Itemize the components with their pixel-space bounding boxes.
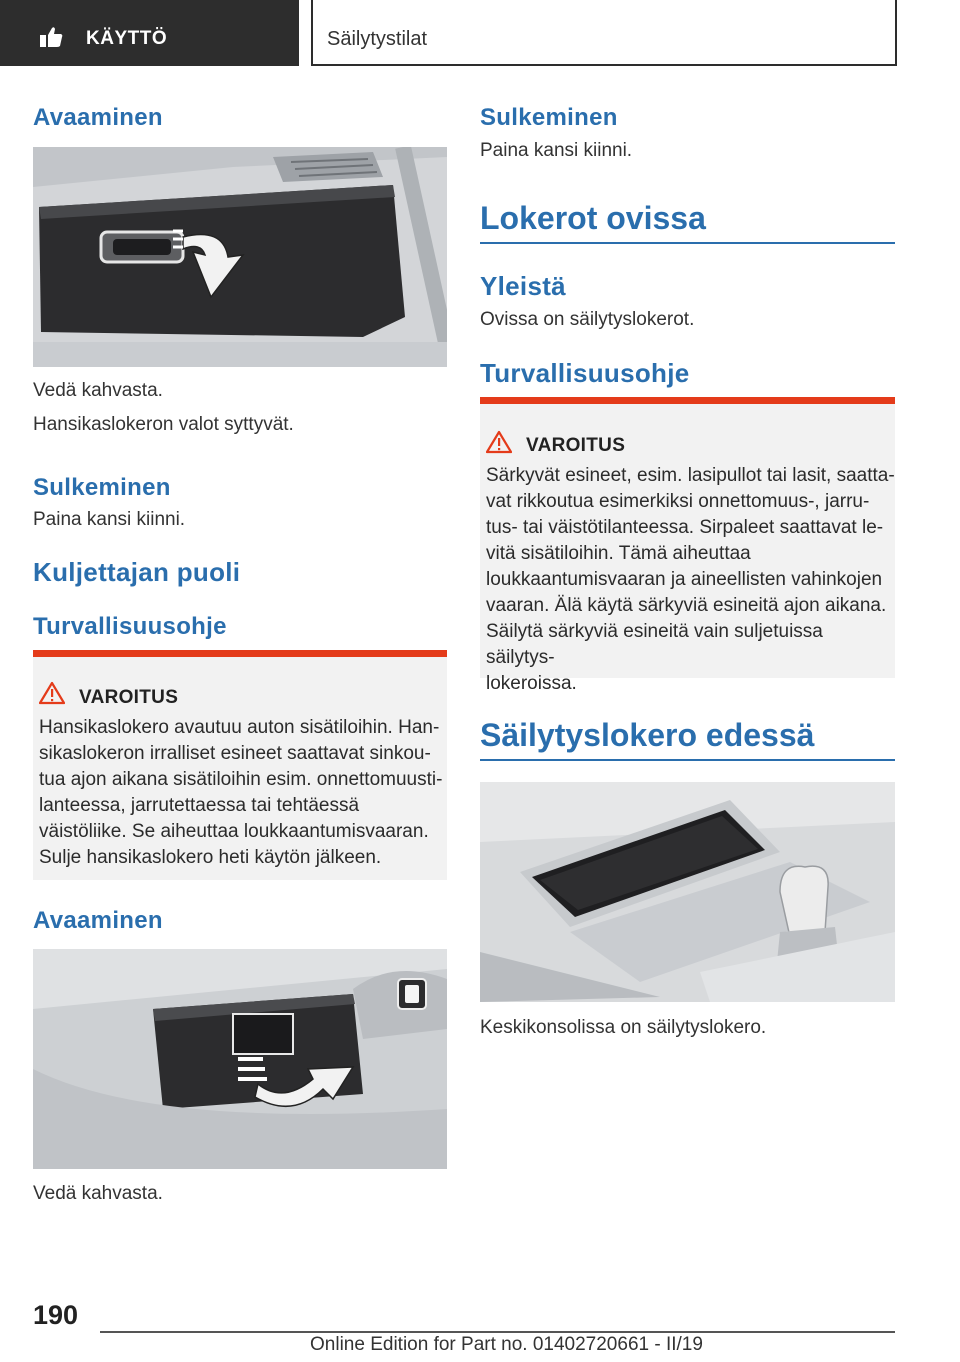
footer-rule — [100, 1331, 895, 1333]
heading-driver-side: Kuljettajan puoli — [33, 557, 241, 587]
footer-edition: Online Edition for Part no. 01402720661 - II/19 — [310, 1334, 703, 1355]
center-console-image — [480, 782, 895, 1002]
section-label: KÄYTTÖ — [86, 28, 168, 49]
warning-text-left — [39, 715, 442, 871]
chapter-title: Säilytystilat — [327, 28, 428, 50]
warning-line: lokeroissa. — [486, 673, 577, 694]
warning-line: tus- tai väistötilanteessa. Sirpaleet saattavat le- — [486, 517, 884, 538]
header-section-tab — [0, 0, 299, 66]
heading-front-storage: Säilytyslokero edessä — [480, 717, 815, 753]
warning-line: loukkaantumisvaaran ja aineellisten vahinkojen — [486, 569, 883, 590]
warning-box-right — [480, 397, 895, 694]
warning-line: vaaran. Älä käytä särkyviä esineitä ajon aikana. — [486, 595, 887, 616]
warning-triangle-icon — [486, 430, 512, 454]
closing-text-left: Paina kansi kiinni. — [33, 509, 186, 530]
heading-rule — [480, 759, 895, 761]
warning-line: Säilytä särkyviä esineitä vain suljetuissa säilytys- — [486, 621, 823, 668]
heading-closing-left: Sulkeminen — [33, 474, 171, 501]
caption-pull-handle-2: Vedä kahvasta. — [33, 1183, 163, 1204]
heading-general: Yleistä — [480, 271, 566, 301]
caption-lights-on: Hansikaslokeron valot syttyvät. — [33, 414, 294, 435]
warning-line: Sulje hansikaslokero heti käytön jälkeen. — [39, 847, 382, 868]
warning-line: vat rikkoutua esimerkiksi onnettomuus-, jarru- — [486, 491, 870, 512]
general-text: Ovissa on säilytyslokerot. — [480, 309, 695, 330]
warning-text-right — [486, 463, 895, 697]
warning-title-right: VAROITUS — [526, 435, 626, 456]
hand-pointer-icon — [38, 25, 64, 49]
heading-opening: Avaaminen — [33, 104, 163, 131]
warning-line: Hansikaslokero avautuu auton sisätiloihin. Han- — [39, 717, 440, 738]
warning-box-left — [33, 650, 447, 880]
warning-line: sikaslokeron irralliset esineet saattavat sinkou- — [39, 743, 431, 764]
warning-line: vitä sisätiloihin. Tämä aiheuttaa — [486, 543, 751, 564]
page-number: 190 — [33, 1300, 79, 1330]
heading-rule — [480, 242, 895, 244]
warning-line: Särkyvät esineet, esim. lasipullot tai lasit, saatta- — [486, 465, 895, 486]
driver-compartment-image — [33, 949, 447, 1169]
caption-pull-handle: Vedä kahvasta. — [33, 380, 163, 401]
warning-line: tua ajon aikana sisätiloihin esim. onnettomuusti- — [39, 769, 443, 790]
glovebox-image — [33, 147, 447, 367]
heading-door-compartments: Lokerot ovissa — [480, 200, 706, 236]
heading-closing-right: Sulkeminen — [480, 104, 618, 131]
warning-line: väistöliike. Se aiheuttaa loukkaantumisvaaran. — [39, 821, 429, 842]
closing-text-right: Paina kansi kiinni. — [480, 140, 633, 161]
warning-line: lanteessa, jarrutettaessa tai tehtäessä — [39, 795, 360, 816]
warning-triangle-icon — [39, 681, 65, 705]
heading-safety-left: Turvallisuusohje — [33, 613, 227, 640]
heading-safety-right: Turvallisuusohje — [480, 358, 690, 388]
warning-title-left: VAROITUS — [79, 687, 179, 708]
chapter-header — [311, 0, 897, 66]
heading-opening-2: Avaaminen — [33, 907, 163, 934]
front-storage-caption: Keskikonsolissa on säilytyslokero. — [480, 1017, 767, 1038]
